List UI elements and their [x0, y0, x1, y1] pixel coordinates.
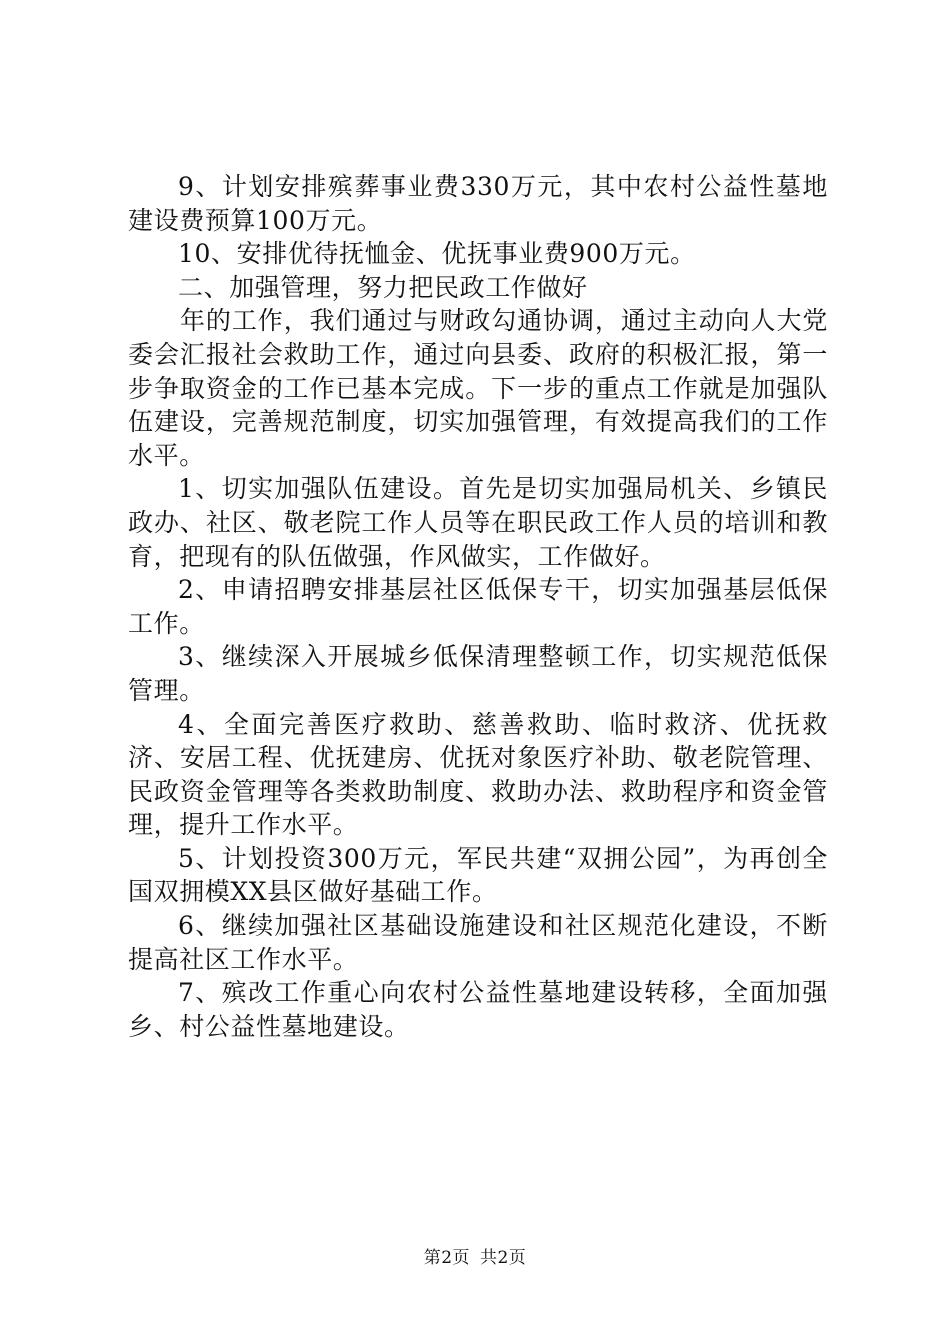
paragraph-item-5: 5、计划投资300万元，军民共建“双拥公园”，为再创全国双拥模XX县区做好基础工作。 — [128, 843, 828, 907]
page-number: 第2页 — [423, 1248, 471, 1268]
document-body — [128, 170, 828, 1043]
paragraph-pension: 10、安排优待抚恤金、优抚事业费900万元。 — [178, 239, 696, 269]
paragraph-item-7: 7、殡改工作重心向农村公益性墓地建设转移，全面加强乡、村公益性墓地建设。 — [128, 978, 828, 1041]
paragraph-item-2: 2、申请招聘安排基层社区低保专干，切实加强基层低保工作。 — [128, 575, 828, 638]
page-total: 共2页 — [479, 1248, 527, 1268]
paragraph-item-6: 6、继续加强社区基础设施建设和社区规范化建设，不断提高社区工作水平。 — [128, 911, 828, 974]
paragraph-summary: 年的工作，我们通过与财政勾通协调，通过主动向人大党委会汇报社会救助工作，通过向县委、政府的积极汇报，第一步争取资金的工作已基本完成。下一步的重点工作就是加强队伍建设，完善规范制度，切实加强管理，有效提高我们的工作水平。 — [128, 306, 828, 470]
paragraph-budget-funeral: 9、计划安排殡葬事业费330万元，其中农村公益性墓地建设费预算100万元。 — [128, 172, 828, 235]
paragraph-item-3: 3、继续深入开展城乡低保清理整顿工作，切实规范低保管理。 — [128, 642, 828, 705]
page-footer — [0, 1243, 950, 1268]
paragraph-item-1: 1、切实加强队伍建设。首先是切实加强局机关、乡镇民政办、社区、敬老院工作人员等在职民政工作人员的培训和教育，把现有的队伍做强，作风做实，工作做好。 — [128, 474, 828, 571]
section-heading-management: 二、加强管理，努力把民政工作做好 — [178, 272, 588, 302]
paragraph-item-4: 4、全面完善医疗救助、慈善救助、临时救济、优抚救济、安居工程、优抚建房、优抚对象医疗补助、敬老院管理、民政资金管理等各类救助制度、救助办法、救助程序和资金管理，提升工作水平。 — [128, 709, 828, 840]
